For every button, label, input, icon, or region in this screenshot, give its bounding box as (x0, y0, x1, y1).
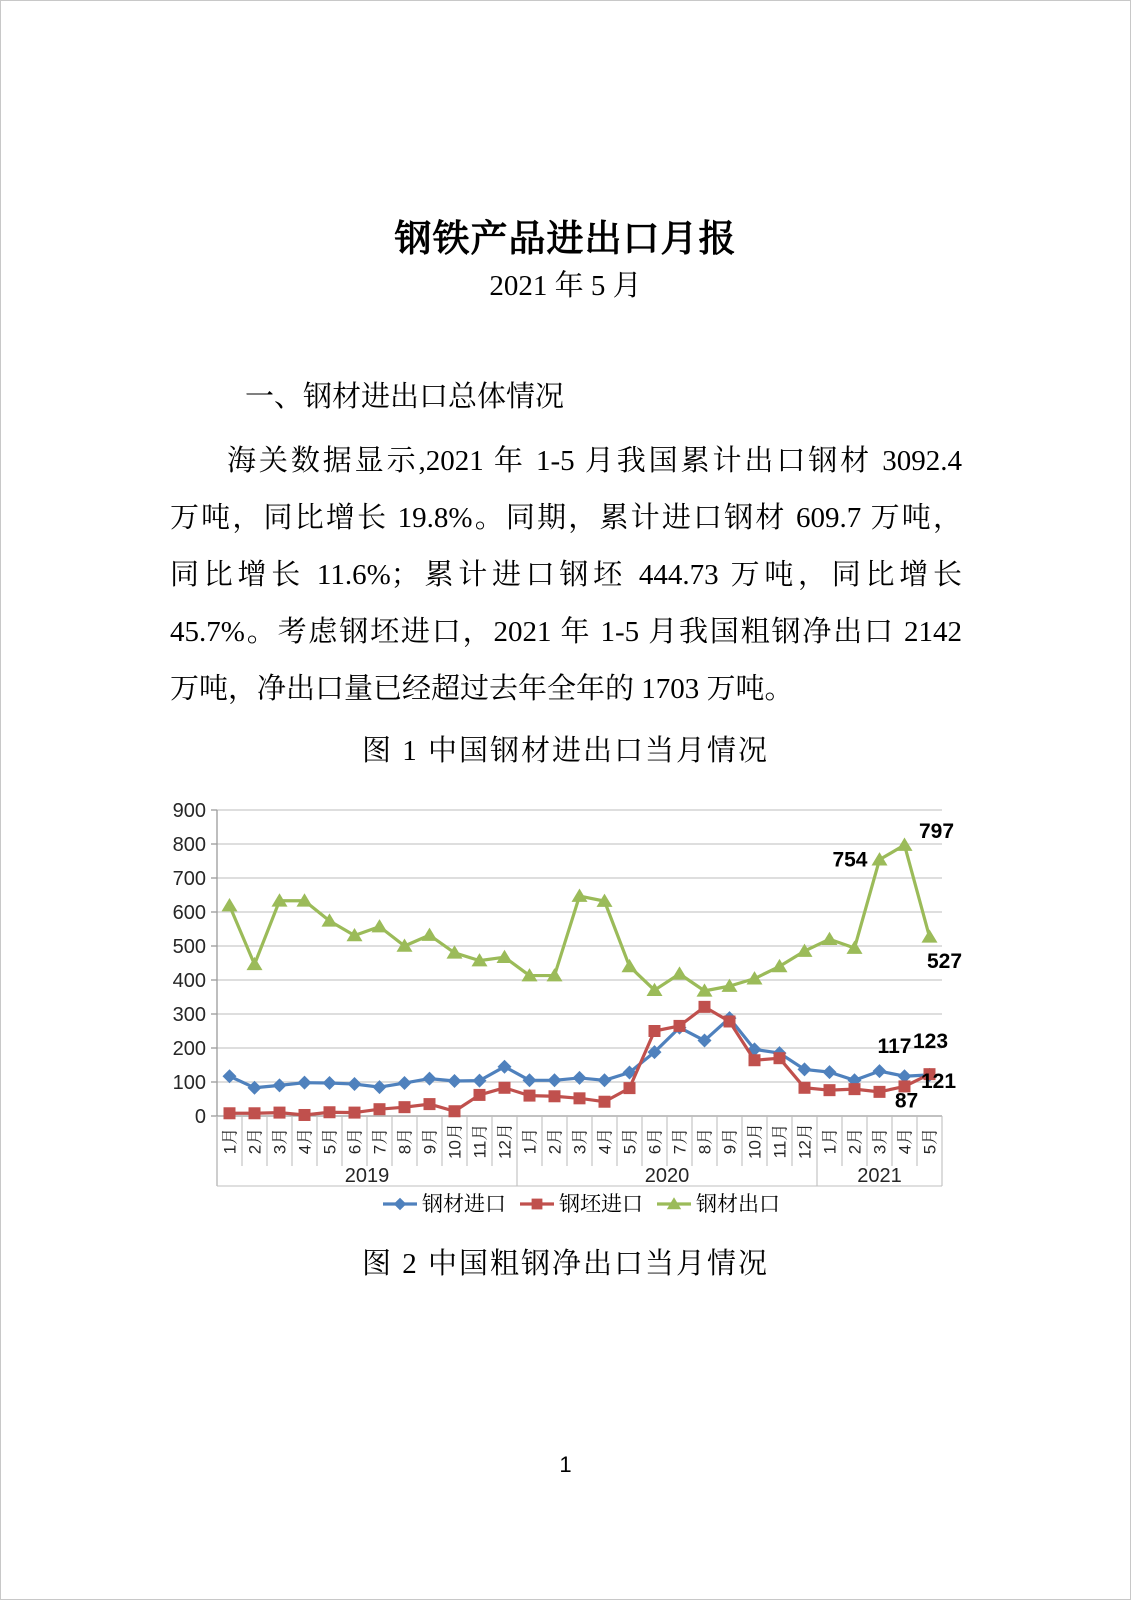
data-labels (832, 820, 962, 1112)
body-paragraph (170, 433, 962, 718)
figure1-line-chart (163, 788, 1043, 1218)
data-label: 123 (912, 1030, 949, 1054)
month-label: 12月 (495, 1123, 515, 1159)
chart-legend (383, 1192, 780, 1216)
paragraph-line: 万吨，净出口量已经超过去年全年的 1703 万吨。 (170, 673, 794, 705)
month-label: 7月 (370, 1127, 390, 1155)
month-label: 7月 (670, 1127, 690, 1155)
month-label: 3月 (270, 1127, 290, 1155)
svg-text:800: 800 (172, 834, 206, 856)
month-label: 1月 (220, 1127, 240, 1155)
month-label: 11月 (470, 1123, 490, 1159)
legend-label: 钢坯进口 (559, 1192, 643, 1216)
data-label: 87 (894, 1089, 919, 1113)
legend-item-钢坯进口 (520, 1192, 643, 1216)
month-label: 5月 (320, 1127, 340, 1155)
month-label: 1月 (820, 1127, 840, 1155)
month-label: 2月 (845, 1127, 865, 1155)
svg-text:500: 500 (172, 936, 206, 958)
month-label: 3月 (570, 1127, 590, 1155)
document-date: 2021 年 5 月 (489, 270, 642, 302)
month-label: 2月 (545, 1127, 565, 1155)
svg-text:100: 100 (172, 1072, 206, 1094)
year-label: 2019 (344, 1165, 390, 1187)
data-label: 121 (920, 1069, 957, 1093)
data-label: 117 (877, 1035, 912, 1059)
svg-text:400: 400 (172, 970, 206, 992)
paragraph-line: 海关数据显示,2021 年 1-5 月我国累计出口钢材 3092.4 (227, 445, 962, 477)
month-label: 10月 (445, 1123, 465, 1159)
section-heading: 一、钢材进出口总体情况 (245, 381, 565, 413)
year-label: 2021 (857, 1165, 902, 1187)
month-label: 4月 (595, 1127, 615, 1155)
month-label: 12月 (795, 1123, 815, 1159)
month-label: 4月 (295, 1127, 315, 1155)
year-labels (345, 1165, 902, 1187)
month-label: 2月 (245, 1127, 265, 1155)
page-number: 1 (559, 1452, 572, 1477)
svg-text:700: 700 (172, 868, 206, 890)
figure2-caption: 图 2 中国粗钢净出口当月情况 (361, 1248, 769, 1280)
month-label: 4月 (895, 1127, 915, 1155)
data-label: 797 (918, 820, 955, 844)
month-label: 6月 (645, 1127, 665, 1155)
data-label: 754 (832, 848, 868, 872)
month-label: 5月 (920, 1127, 940, 1155)
month-label: 9月 (720, 1127, 740, 1155)
series-钢材出口 (222, 838, 938, 997)
y-axis-labels (173, 800, 206, 1128)
month-label: 1月 (520, 1127, 540, 1155)
paragraph-line: 万吨，同比增长 19.8%。同期，累计进口钢材 609.7 万吨， (170, 502, 962, 534)
svg-text:600: 600 (172, 902, 206, 924)
svg-text:300: 300 (172, 1004, 206, 1026)
series-钢坯进口 (224, 1001, 936, 1121)
month-label: 5月 (620, 1127, 640, 1155)
data-label: 527 (926, 949, 963, 973)
month-labels (221, 1123, 940, 1159)
paragraph-line: 同比增长 11.6%；累计进口钢坯 444.73 万吨，同比增长 (170, 559, 962, 591)
document-title: 钢铁产品进出口月报 (394, 219, 737, 260)
month-label: 10月 (745, 1123, 765, 1159)
paragraph-line: 45.7%。考虑钢坯进口，2021 年 1-5 月我国粗钢净出口 2142 (170, 616, 962, 648)
svg-text:900: 900 (172, 800, 206, 822)
month-label: 3月 (870, 1127, 890, 1155)
figure1-caption: 图 1 中国钢材进出口当月情况 (361, 735, 769, 767)
month-label: 9月 (420, 1127, 440, 1155)
legend-label: 钢材进口 (422, 1192, 506, 1216)
month-label: 6月 (345, 1127, 365, 1155)
svg-text:0: 0 (194, 1106, 206, 1128)
legend-item-钢材进口 (383, 1192, 506, 1216)
month-label: 8月 (395, 1127, 415, 1155)
month-label: 8月 (695, 1127, 715, 1155)
legend-label: 钢材出口 (696, 1192, 780, 1216)
svg-text:200: 200 (172, 1038, 206, 1060)
year-label: 2020 (644, 1165, 690, 1187)
legend-item-钢材出口 (657, 1192, 780, 1216)
month-label: 11月 (770, 1123, 790, 1159)
